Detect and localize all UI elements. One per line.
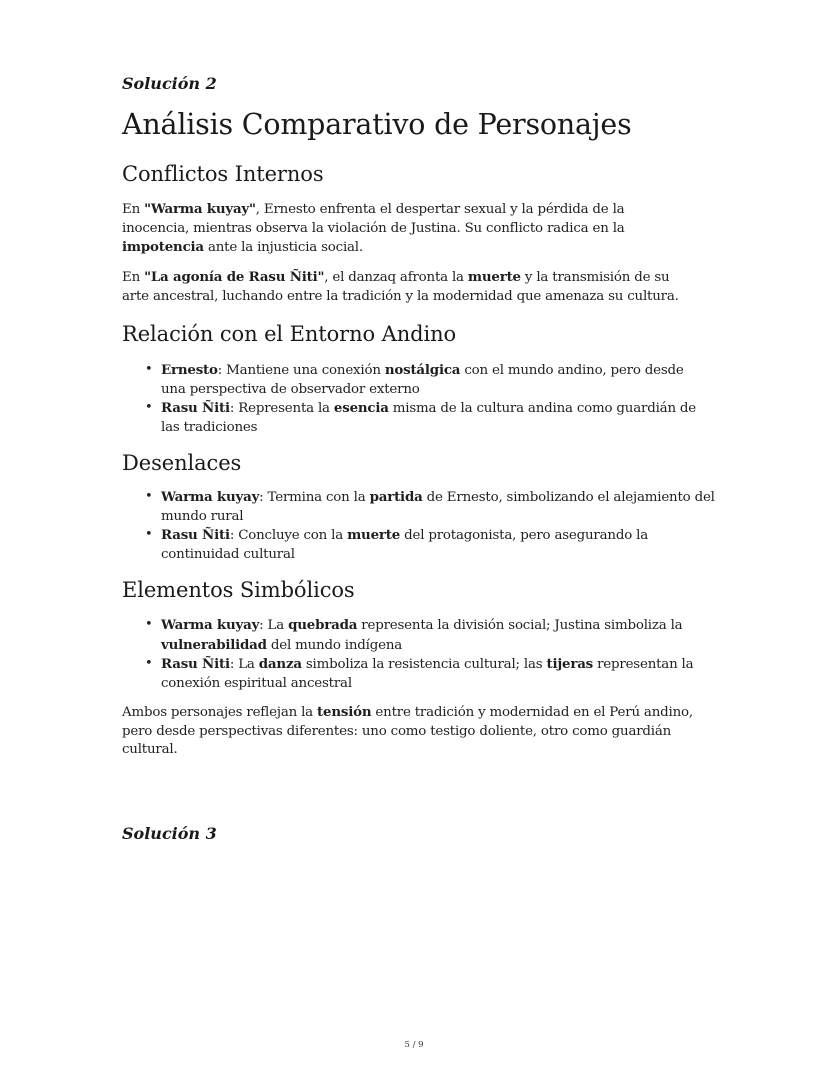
bold-term: impotencia xyxy=(122,239,204,255)
text-run: representa la división social; Justina simboliza la xyxy=(357,618,683,633)
text-run: y la transmisión de su arte ancestral, luchando entre la tradición y la modernidad que amenaza su cultura. xyxy=(122,270,679,304)
bold-term: vulnerabilidad xyxy=(161,636,267,653)
text-run: ante la injusticia social. xyxy=(203,240,363,255)
page-number: 5 / 9 xyxy=(404,1040,424,1050)
text-run: representan la conexión espiritual ancestral xyxy=(161,657,694,691)
bold-term: danza xyxy=(258,656,302,672)
bold-term: muerte xyxy=(467,269,521,285)
bold-term: nostálgica xyxy=(384,362,461,378)
text-run: En xyxy=(122,202,145,217)
text-run: En xyxy=(122,270,145,285)
text-run: , el danzaq afronta la xyxy=(324,270,468,285)
symbols-list xyxy=(145,616,701,693)
section-heading-endings: Desenlaces xyxy=(122,451,242,475)
text-run: del mundo indígena xyxy=(266,637,403,653)
item-name: Warma kuyay xyxy=(161,617,260,633)
list-item xyxy=(145,655,701,693)
bullet-icon: • xyxy=(145,527,153,542)
bullet-icon: • xyxy=(145,489,153,504)
paragraph-warma-kuyay xyxy=(122,200,687,258)
text-run: simboliza la resistencia cultural; las xyxy=(301,657,547,672)
bold-term: esencia xyxy=(333,400,389,416)
text-run: misma de la cultura andina como guardián de las tradiciones xyxy=(161,401,697,435)
paragraph-rasu-niti xyxy=(122,268,697,306)
text-run: Ambos personajes reflejan la xyxy=(122,705,318,720)
text-run: : Concluye con la xyxy=(229,528,348,543)
item-name: Rasu Ñiti xyxy=(161,656,230,672)
section-heading-relation: Relación con el Entorno Andino xyxy=(122,322,457,346)
list-item xyxy=(145,361,706,399)
conclusion-paragraph xyxy=(122,703,722,760)
text-run: , Ernesto enfrenta el despertar sexual y la pérdida de la inocencia, mientras observa la violación de Justina. Su conflicto radica en la xyxy=(122,202,625,236)
list-item xyxy=(145,399,706,437)
endings-list xyxy=(145,488,716,564)
list-item xyxy=(145,616,701,655)
relation-list xyxy=(145,361,706,437)
bold-title: "La agonía de Rasu Ñiti" xyxy=(144,269,325,285)
item-name: Rasu Ñiti xyxy=(161,527,230,543)
bullet-icon: • xyxy=(145,362,153,377)
text-run: del protagonista, pero asegurando la continuidad cultural xyxy=(161,528,649,562)
text-run: : Representa la xyxy=(229,401,334,416)
bold-term: quebrada xyxy=(288,617,358,633)
text-run: con el mundo andino, pero desde una perspectiva de observador externo xyxy=(161,363,684,397)
text-run: de Ernesto, simbolizando el alejamiento del mundo rural xyxy=(161,490,715,524)
item-name: Warma kuyay xyxy=(161,489,260,505)
bold-term: muerte xyxy=(347,527,401,543)
text-run: : La xyxy=(229,657,259,672)
page-title: Análisis Comparativo de Personajes xyxy=(122,108,632,141)
list-item xyxy=(145,488,716,526)
bullet-icon: • xyxy=(145,617,153,632)
section-heading-symbols: Elementos Simbólicos xyxy=(122,578,355,602)
section-heading-conflicts: Conflictos Internos xyxy=(122,162,324,186)
bold-term: partida xyxy=(369,489,423,505)
list-item xyxy=(145,526,716,564)
bold-term: tijeras xyxy=(546,656,594,672)
item-name: Rasu Ñiti xyxy=(161,400,230,416)
bullet-icon: • xyxy=(145,656,153,671)
bold-term: tensión xyxy=(317,704,372,720)
item-name: Ernesto xyxy=(161,362,218,378)
bullet-icon: • xyxy=(145,400,153,415)
text-run: : Mantiene una conexión xyxy=(217,363,385,378)
solution-label: Solución 2 xyxy=(122,74,217,93)
bold-title: "Warma kuyay" xyxy=(144,201,256,217)
next-solution-label: Solución 3 xyxy=(122,824,217,843)
text-run: : La xyxy=(259,618,289,633)
text-run: entre tradición y modernidad en el Perú andino, pero desde perspectivas diferentes: uno como testigo doliente, otro como guardián cultural. xyxy=(122,705,693,757)
text-run: : Termina con la xyxy=(259,490,370,505)
